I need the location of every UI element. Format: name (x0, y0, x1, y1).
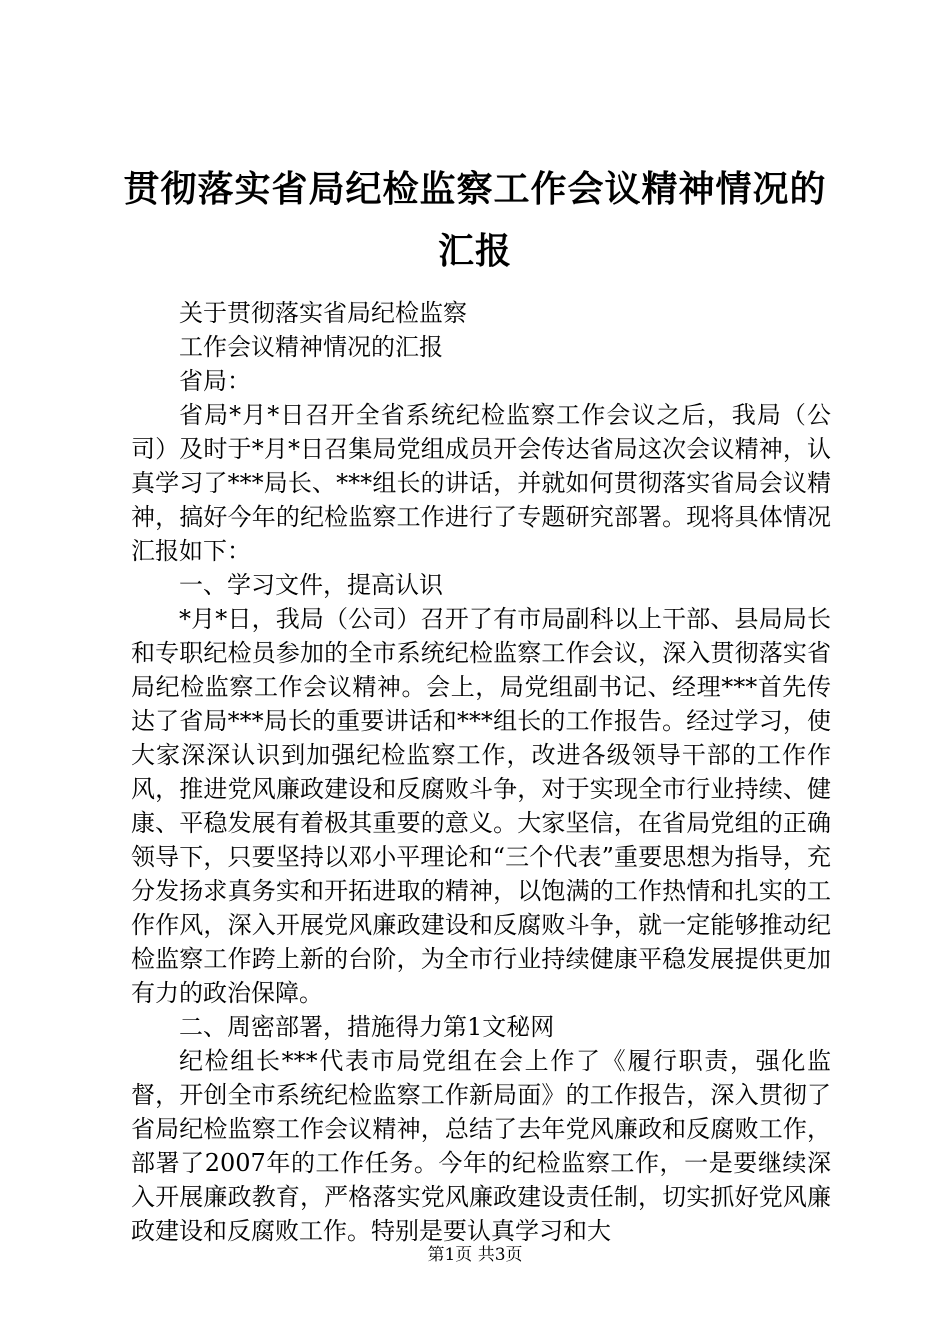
salutation: 省局： (179, 367, 251, 395)
paragraph-intro: 省局*月*日召开全省系统纪检监察工作会议之后，我局（公司）及时于*月*日召集局党组成员开会传达省局这次会议精神，认真学习了***局长、***组长的讲话，并就如何贯彻落实省局会议精神，搞好今年的纪检监察工作进行了专题研究部署。现将具体情况汇报如下： (131, 401, 831, 565)
page-number-footer: 第1页 共3页 (427, 1245, 523, 1265)
document-title: 贯彻落实省局纪检监察工作会议精神情况的汇报 (123, 168, 827, 272)
paragraph-deploy: 纪检组长***代表市局党组在会上作了《履行职责，强化监督，开创全市系统纪检监察工作新局面》的工作报告，深入贯彻了省局纪检监察工作会议精神，总结了去年党风廉政和反腐败工作，部署了2007年的工作任务。今年的纪检监察工作，一是要继续深入开展廉政教育，严格落实党风廉政建设责任制，切实抓好党风廉政建设和反腐败工作。特别是要认真学习和大 (131, 1047, 831, 1245)
document-body (131, 296, 831, 1248)
heading-line-2: 工作会议精神情况的汇报 (179, 333, 443, 361)
section-heading-2: 二、周密部署，措施得力第1文秘网 (179, 1013, 555, 1041)
paragraph-study: *月*日，我局（公司）召开了有市局副科以上干部、县局局长和专职纪检员参加的全市系统纪检监察工作会议，深入贯彻落实省局纪检监察工作会议精神。会上，局党组副书记、经理***首先传达了省局***局长的重要讲话和***组长的工作报告。经过学习，使大家深深认识到加强纪检监察工作，改进各级领导干部的工作作风，推进党风廉政建设和反腐败斗争，对于实现全市行业持续、健康、平稳发展有着极其重要的意义。大家坚信，在省局党组的正确领导下，只要坚持以邓小平理论和“三个代表”重要思想为指导，充分发扬求真务实和开拓进取的精神，以饱满的工作热情和扎实的工作作风，深入开展党风廉政建设和反腐败斗争，就一定能够推动纪检监察工作跨上新的台阶，为全市行业持续健康平稳发展提供更加有力的政治保障。 (131, 605, 831, 1007)
heading-line-1: 关于贯彻落实省局纪检监察 (179, 299, 467, 327)
section-heading-1: 一、学习文件，提高认识 (179, 571, 443, 599)
